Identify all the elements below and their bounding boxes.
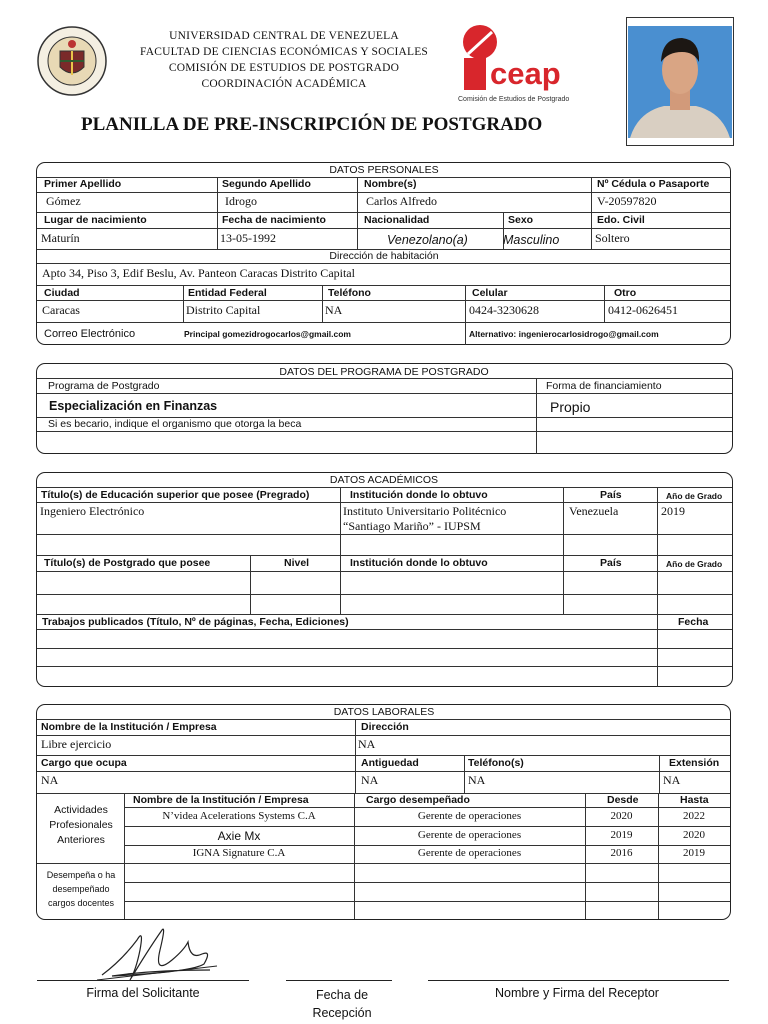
value-correo-principal[interactable]: Principal gomezidrogocarlos@gmail.com: [184, 329, 351, 339]
label-telefonos-laboral: Teléfono(s): [468, 757, 524, 769]
institution-header: [120, 28, 448, 92]
value-direccion[interactable]: Apto 34, Piso 3, Edif Beslu, Av. Panteon Caracas Distrito Capital: [42, 266, 355, 280]
actividad-cargo[interactable]: Gerente de operaciones: [417, 829, 522, 841]
label-fecha-recepcion-line2: Recepción: [312, 1006, 372, 1020]
value-correo-alternativo[interactable]: Alternativo: ingenierocarlosidrogo@gmail.com: [469, 329, 659, 339]
actividad-empresa[interactable]: IGNA Signature C.A: [192, 847, 286, 859]
label-nacionalidad: Nacionalidad: [364, 214, 430, 226]
label-antiguedad: Antiguedad: [361, 757, 419, 769]
header-line-1: UNIVERSIDAD CENTRAL DE VENEZUELA: [169, 30, 399, 42]
label-trabajos-publicados: Trabajos publicados (Título, Nº de páginas, Fecha, Ediciones): [42, 616, 349, 628]
label-cargos-docentes: [38, 868, 124, 910]
label-correo: Correo Electrónico: [44, 328, 136, 340]
label-actividades-anteriores: [38, 803, 124, 848]
program-section-title: DATOS DEL PROGRAMA DE POSTGRADO: [279, 366, 489, 378]
value-antiguedad[interactable]: NA: [361, 773, 379, 787]
actividad-desde[interactable]: 2016: [610, 847, 633, 859]
label-fecha-trabajos: Fecha: [678, 616, 709, 628]
label-institucion-postgrado: Institución donde lo obtuvo: [350, 557, 488, 569]
value-titulo-pregrado[interactable]: Ingeniero Electrónico: [40, 504, 145, 518]
label-empresa-anterior: Nombre de la Institución / Empresa: [133, 794, 309, 806]
label-docentes-line2: desempeñado: [52, 884, 110, 894]
academic-section-title: DATOS ACADÉMICOS: [329, 474, 439, 486]
label-programa: Programa de Postgrado: [48, 380, 160, 392]
header-line-3: COMISIÓN DE ESTUDIOS DE POSTGRADO: [168, 62, 400, 74]
label-direccion: Dirección de habitación: [329, 250, 439, 262]
label-primer-apellido: Primer Apellido: [44, 178, 122, 190]
value-institucion-line1[interactable]: Instituto Universitario Politécnico: [343, 504, 507, 518]
label-edo-civil: Edo. Civil: [597, 214, 645, 226]
label-anio-pregrado: Año de Grado: [666, 491, 723, 501]
label-actividades-line1: Actividades: [54, 804, 108, 816]
value-pais-pregrado[interactable]: Venezuela: [569, 504, 619, 518]
label-titulo-pregrado: Título(s) de Educación superior que posee (Pregrado): [41, 489, 310, 501]
value-direccion-laboral[interactable]: NA: [358, 737, 376, 751]
label-docentes-line3: cargos docentes: [47, 898, 115, 908]
value-otro[interactable]: 0412-0626451: [608, 303, 678, 317]
actividad-desde[interactable]: 2020: [610, 810, 633, 822]
actividad-desde[interactable]: 2019: [610, 829, 633, 841]
label-cedula: Nº Cédula o Pasaporte: [597, 178, 710, 190]
applicant-photo: [626, 17, 734, 146]
label-pais-pregrado: País: [600, 489, 622, 501]
label-otro: Otro: [614, 287, 637, 299]
label-celular: Celular: [472, 287, 508, 299]
label-entidad-federal: Entidad Federal: [188, 287, 267, 299]
actividad-empresa[interactable]: Axie Mx: [217, 829, 261, 843]
label-firma-solicitante: Firma del Solicitante: [86, 986, 200, 1000]
value-programa[interactable]: Especialización en Finanzas: [49, 399, 218, 413]
header-line-2: FACULTAD DE CIENCIAS ECONÓMICAS Y SOCIALES: [139, 46, 429, 58]
actividad-cargo[interactable]: Gerente de operaciones: [417, 847, 522, 859]
ceap-logo: [458, 22, 578, 108]
label-titulo-postgrado: Título(s) de Postgrado que posee: [44, 557, 211, 569]
value-nombres[interactable]: Carlos Alfredo: [366, 194, 437, 208]
label-financiamiento: Forma de financiamiento: [546, 380, 662, 392]
header-line-4: COORDINACIÓN ACADÉMICA: [201, 78, 367, 90]
label-direccion-laboral: Dirección: [361, 721, 409, 733]
label-desde: Desde: [607, 794, 639, 806]
work-section-title: DATOS LABORALES: [333, 706, 435, 718]
value-segundo-apellido[interactable]: Idrogo: [225, 194, 257, 208]
value-institucion-empresa[interactable]: Libre ejercicio: [41, 737, 112, 751]
label-firma-receptor: Nombre y Firma del Receptor: [495, 986, 659, 1000]
value-edo-civil[interactable]: Soltero: [595, 231, 630, 245]
label-sexo: Sexo: [508, 214, 534, 226]
label-institucion-empresa: Nombre de la Institución / Empresa: [41, 721, 217, 733]
value-sexo[interactable]: Masculino: [503, 233, 560, 247]
value-celular[interactable]: 0424-3230628: [469, 303, 539, 317]
actividad-hasta[interactable]: 2022: [683, 810, 705, 822]
label-actividades-line2: Profesionales: [49, 819, 113, 831]
value-institucion-line2[interactable]: “Santiago Mariño” - IUPSM: [343, 519, 481, 533]
form-title: PLANILLA DE PRE-INSCRIPCIÓN DE POSTGRADO: [81, 114, 543, 135]
label-becario: Si es becario, indique el organismo que otorga la beca: [48, 418, 302, 430]
value-nacionalidad[interactable]: Venezolano(a): [387, 233, 468, 247]
value-telefonos-laboral[interactable]: NA: [468, 773, 486, 787]
value-anio-pregrado[interactable]: 2019: [661, 504, 685, 518]
label-fecha-recepcion: [286, 986, 398, 1022]
value-primer-apellido[interactable]: Gómez: [46, 194, 81, 208]
actividad-cargo[interactable]: Gerente de operaciones: [417, 810, 522, 822]
value-lugar-nacimiento[interactable]: Maturín: [41, 231, 80, 245]
label-anio-postgrado: Año de Grado: [666, 559, 723, 569]
label-hasta: Hasta: [680, 794, 709, 806]
label-fecha-nacimiento: Fecha de nacimiento: [222, 214, 326, 226]
label-lugar-nacimiento: Lugar de nacimiento: [44, 214, 147, 226]
value-ciudad[interactable]: Caracas: [42, 303, 80, 317]
value-cedula[interactable]: V-20597820: [597, 194, 657, 208]
actividad-hasta[interactable]: 2020: [683, 829, 705, 841]
value-cargo[interactable]: NA: [41, 773, 59, 787]
label-actividades-line3: Anteriores: [57, 834, 105, 846]
label-extension: Extensión: [669, 757, 720, 769]
value-financiamiento[interactable]: Propio: [550, 399, 591, 415]
ceap-wordmark: ceap: [490, 56, 561, 91]
value-fecha-nacimiento[interactable]: 13-05-1992: [220, 231, 276, 245]
value-entidad-federal[interactable]: Distrito Capital: [186, 303, 261, 317]
label-telefono: Teléfono: [328, 287, 371, 299]
ucv-seal-logo: [36, 25, 108, 97]
label-nivel: Nivel: [284, 557, 310, 569]
ceap-subtitle: Comisión de Estudios de Postgrado: [458, 96, 570, 103]
value-extension[interactable]: NA: [663, 773, 681, 787]
actividad-empresa[interactable]: N’videa Acelerations Systems C.A: [162, 810, 316, 822]
label-cargo: Cargo que ocupa: [41, 757, 127, 769]
label-institucion-pregrado: Institución donde lo obtuvo: [350, 489, 488, 501]
label-segundo-apellido: Segundo Apellido: [222, 178, 311, 190]
value-telefono[interactable]: NA: [325, 303, 343, 317]
label-docentes-line1: Desempeña o ha: [46, 870, 116, 880]
personal-section-title: DATOS PERSONALES: [329, 164, 439, 176]
label-fecha-recepcion-line1: Fecha de: [315, 988, 369, 1002]
label-nombres: Nombre(s): [364, 178, 417, 190]
label-cargo-desempenado: Cargo desempeñado: [366, 794, 470, 806]
actividad-hasta[interactable]: 2019: [683, 847, 705, 859]
label-ciudad: Ciudad: [44, 287, 80, 299]
label-pais-postgrado: País: [600, 557, 622, 569]
